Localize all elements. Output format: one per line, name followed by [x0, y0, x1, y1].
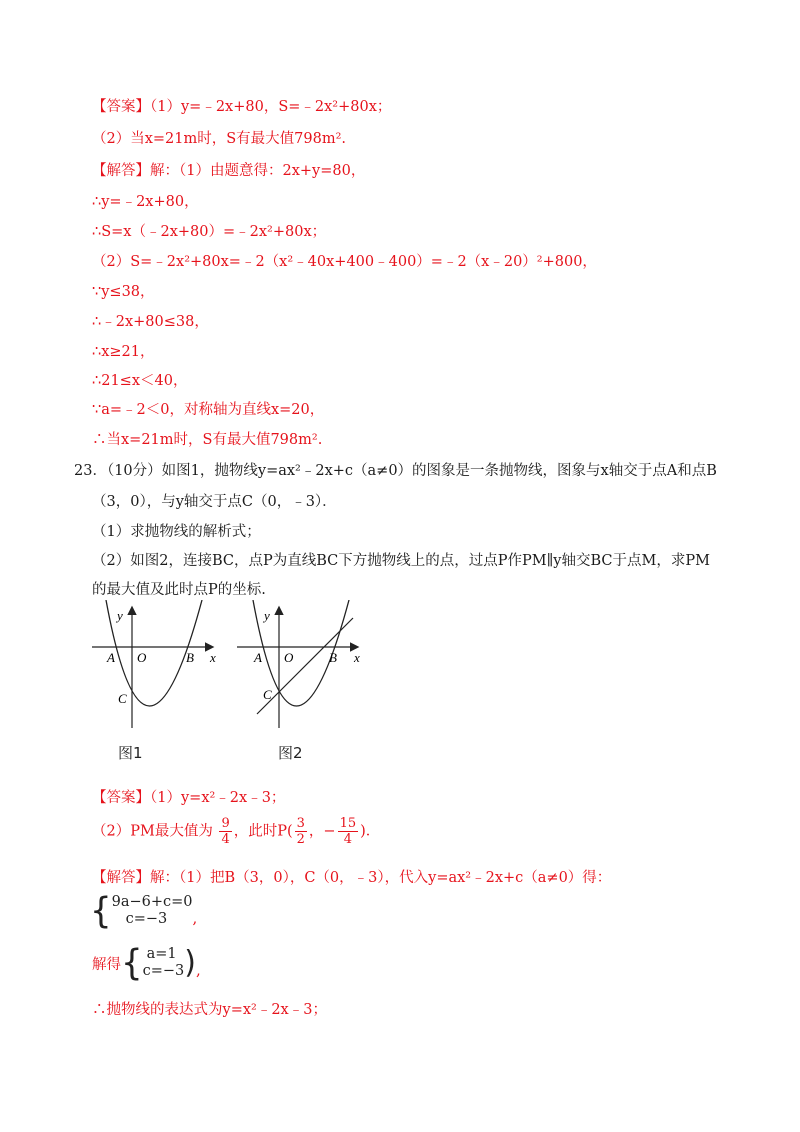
solution-final: ∴抛物线的表达式为y=x²﹣2x﹣3； — [92, 1002, 327, 1018]
question-23-part-2b: 的最大值及此时点P的坐标. — [92, 582, 266, 598]
question-23-line-2: （3，0），与y轴交于点C（0，﹣3）． — [92, 494, 337, 510]
figure-1 — [90, 600, 225, 730]
answer-2-prefix: （2）PM最大值为 — [92, 823, 213, 840]
point-a-label: A — [254, 650, 262, 665]
system-end: , — [196, 961, 201, 979]
figure-2-caption: 图2 — [278, 744, 303, 762]
point-b-label: B — [329, 650, 337, 665]
brace-icon: { — [90, 890, 112, 932]
answer-2-mid: ，此时P( — [233, 823, 293, 840]
figure-2 — [235, 600, 370, 730]
origin-label: O — [284, 650, 294, 665]
point-c-label: C — [263, 687, 272, 702]
close-bracket-icon: ) — [184, 944, 197, 981]
answer-line-1 — [92, 95, 391, 116]
solution-label: 【解答】 — [92, 163, 150, 179]
solution-step: ∴y=﹣2x+80， — [92, 194, 199, 210]
solution-label: 【解答】 — [92, 870, 150, 886]
fraction-15-4 — [338, 816, 359, 847]
figure-1-caption: 图1 — [118, 744, 143, 762]
answer-line-1 — [92, 786, 285, 807]
solution-head-text: 解：（1）由题意得：2x+y=80， — [150, 163, 366, 179]
system-line-1: 9a−6+c=0 — [111, 894, 193, 910]
answer-text: （1）y=﹣2x+80，S=﹣2x²+80x； — [150, 99, 392, 115]
system-line-1: a=1 — [146, 946, 177, 962]
solution-step: ∵y≤38， — [92, 284, 155, 300]
point-a-label: A — [107, 650, 115, 665]
system-line-2: c=−3 — [125, 911, 168, 927]
system-line-2: c=−3 — [142, 963, 185, 979]
fraction-9-4 — [219, 816, 231, 847]
solution-step: ∴S=x（﹣2x+80）=﹣2x²+80x； — [92, 224, 327, 240]
x-axis-label: x — [354, 650, 360, 665]
x-axis-label: x — [210, 650, 216, 665]
answer-text: （1）y=x²﹣2x﹣3； — [150, 790, 286, 806]
equation-system-1 — [90, 890, 198, 932]
numerator: 9 — [221, 816, 230, 831]
question-23-part-2a: （2）如图2，连接BC，点P为直线BC下方抛物线上的点，过点P作PM∥y轴交BC于点M，求PM — [92, 553, 710, 569]
point-c-label: C — [118, 691, 127, 706]
system-lines — [143, 946, 185, 980]
solution-head — [92, 159, 365, 180]
answer-label: 【答案】 — [92, 790, 150, 806]
denominator: 2 — [296, 832, 305, 847]
solution-step: ∴当x=21m时，S有最大值798m². — [92, 432, 323, 448]
equation-system-2 — [92, 942, 201, 984]
fraction-3-2 — [295, 816, 307, 847]
y-axis-label: y — [264, 608, 270, 623]
solution-step: ∴21≤x＜40， — [92, 373, 188, 389]
answer-label: 【答案】 — [92, 99, 150, 115]
denominator: 4 — [343, 832, 352, 847]
origin-label: O — [137, 650, 147, 665]
numerator: 15 — [339, 816, 357, 831]
solution-step: ∴﹣2x+80≤38， — [92, 314, 209, 330]
point-b-label: B — [186, 650, 194, 665]
system-end: , — [192, 909, 198, 927]
denominator: 4 — [221, 832, 230, 847]
answer-2-end: )． — [360, 823, 381, 840]
question-23-part-1: （1）求抛物线的解析式； — [92, 524, 261, 540]
solution-head — [92, 866, 611, 887]
solved-label: 解得 — [92, 956, 121, 973]
brace-icon: { — [121, 942, 143, 984]
y-axis-label: y — [117, 608, 123, 623]
answer-line-2 — [92, 816, 380, 847]
system-lines — [112, 894, 193, 928]
solution-head-text: 解：（1）把B（3，0），C（0，﹣3），代入y=ax²﹣2x+c（a≠0）得： — [150, 870, 612, 886]
question-23-line-1: 23．（10分）如图1，抛物线y=ax²﹣2x+c（a≠0）的图象是一条抛物线，图象与x轴交于点A和点B — [74, 463, 717, 479]
answer-line-2: （2）当x=21m时，S有最大值798m². — [92, 131, 347, 147]
solution-step: （2）S=﹣2x²+80x=﹣2（x²﹣40x+400﹣400）=﹣2（x﹣20）²+800， — [92, 254, 597, 270]
solution-step: ∴x≥21， — [92, 344, 155, 360]
numerator: 3 — [296, 816, 305, 831]
solution-step: ∵a=﹣2＜0，对称轴为直线x=20， — [92, 402, 325, 418]
answer-2-sep: ，− — [308, 823, 336, 840]
